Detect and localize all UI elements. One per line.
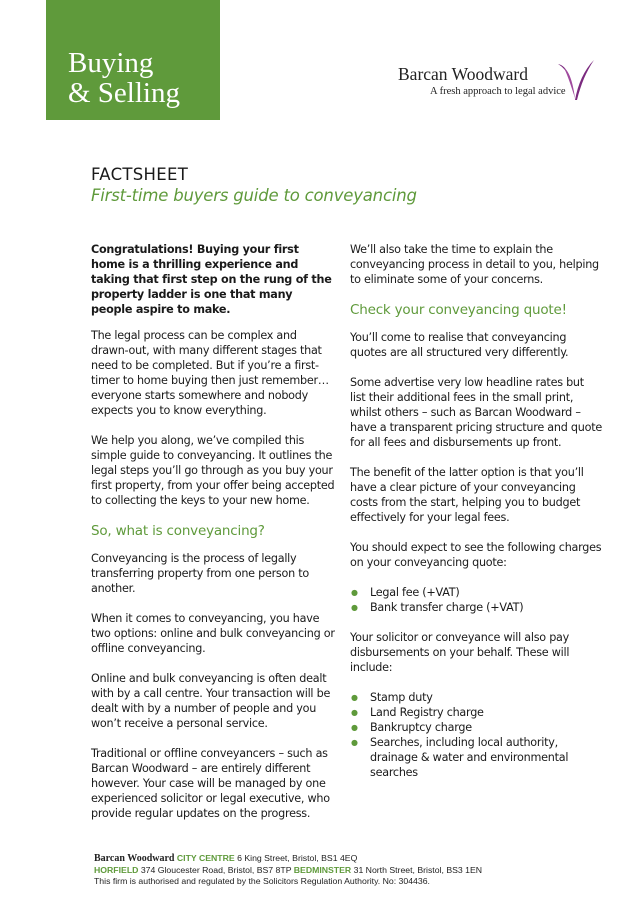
- section-heading-quote: Check your conveyancing quote!: [350, 302, 567, 318]
- banner-line-2: & Selling: [68, 77, 180, 109]
- paragraph: Conveyancing is the process of legally transferring property from one person to another.: [91, 552, 309, 595]
- section-heading-conveyancing: So, what is conveyancing?: [91, 523, 265, 539]
- left-column: [91, 242, 336, 836]
- list-item: ● Land Registry charge: [350, 705, 602, 720]
- paragraph: When it comes to conveyancing, you have two options: online and bulk conveyancing or offline conveyancing.: [91, 612, 335, 655]
- list-item: ● Bankruptcy charge: [350, 720, 602, 735]
- swoosh-v-icon: [556, 58, 596, 104]
- charges-list: [350, 585, 602, 615]
- footer-line-1: [94, 853, 624, 865]
- paragraph: Your solicitor or conveyance will also pay disbursements on your behalf. These will include:: [350, 631, 570, 674]
- factsheet-subtitle: First-time buyers guide to conveyancing: [91, 186, 417, 205]
- footer: [94, 853, 624, 888]
- barcan-woodward-logo: [398, 56, 598, 106]
- office-address: 374 Gloucester Road, Bristol, BS7 8TP: [140, 864, 292, 875]
- footer-firm-name: Barcan Woodward: [94, 853, 175, 864]
- logo-tagline: A fresh approach to legal advice: [430, 86, 566, 97]
- paragraph: We help you along, we’ve compiled this simple guide to conveyancing. It outlines the legal steps you’ll go through as you buy your first property, from your offer being accepted to collecting the keys to your new home.: [91, 434, 335, 507]
- paragraph: Traditional or offline conveyancers – such as Barcan Woodward – are entirely different however. Your case will be managed by one experienced solicitor or legal executive, who provide regular updates on the progress.: [91, 747, 330, 820]
- paragraph: Online and bulk conveyancing is often dealt with by a call centre. Your transaction will be dealt with by a number of people and you won’t receive a personal service.: [91, 672, 331, 730]
- list-item: ● Stamp duty: [350, 690, 602, 705]
- paragraph: The benefit of the latter option is that you’ll have a clear picture of your conveyancing costs from the start, helping you to budget effectively for your legal fees.: [350, 466, 584, 524]
- paragraph: We’ll also take the time to explain the conveyancing process in detail to you, helping to eliminate some of your concerns.: [350, 243, 599, 286]
- list-item: ● Bank transfer charge (+VAT): [350, 600, 602, 615]
- footer-line-2: [94, 865, 624, 877]
- office-name: BEDMINSTER: [293, 864, 352, 875]
- factsheet-title: FACTSHEET: [91, 165, 189, 184]
- banner-line-1: Buying: [68, 47, 154, 79]
- paragraph: You should expect to see the following charges on your conveyancing quote:: [350, 541, 602, 569]
- disbursements-list: [350, 690, 602, 780]
- list-item: ● Legal fee (+VAT): [350, 585, 602, 600]
- office-address: 31 North Street, Bristol, BS3 1EN: [353, 864, 483, 875]
- paragraph: The legal process can be complex and drawn-out, with many different stages that need to be completed. But if you’re a first-timer to home buying then just remember…everyone starts somewhere and nobody expects you to know everything.: [91, 329, 329, 417]
- paragraph: You’ll come to realise that conveyancing quotes are all structured very differently.: [350, 331, 569, 359]
- right-column: [350, 242, 602, 795]
- list-item: ● Searches, including local authority, drainage & water and environmental searches: [350, 735, 602, 780]
- buying-selling-banner: [46, 0, 220, 120]
- office-name: HORFIELD: [94, 864, 139, 875]
- paragraph: Some advertise very low headline rates but list their additional fees in the small print, whilst others – such as Barcan Woodward – have a transparent pricing structure and quote for all fees and disbursements up front.: [350, 376, 602, 449]
- intro-lead: Congratulations! Buying your first home is a thrilling experience and taking that first step on the rung of the property ladder is one that many people aspire to make.: [91, 243, 332, 316]
- regulation-notice: This firm is authorised and regulated by the Solicitors Regulation Authority. No: 304436.: [94, 876, 430, 886]
- office-name: CITY CENTRE: [176, 853, 235, 863]
- logo-name: Barcan Woodward: [398, 64, 528, 84]
- office-address: 6 King Street, Bristol, BS1 4EQ: [237, 853, 358, 863]
